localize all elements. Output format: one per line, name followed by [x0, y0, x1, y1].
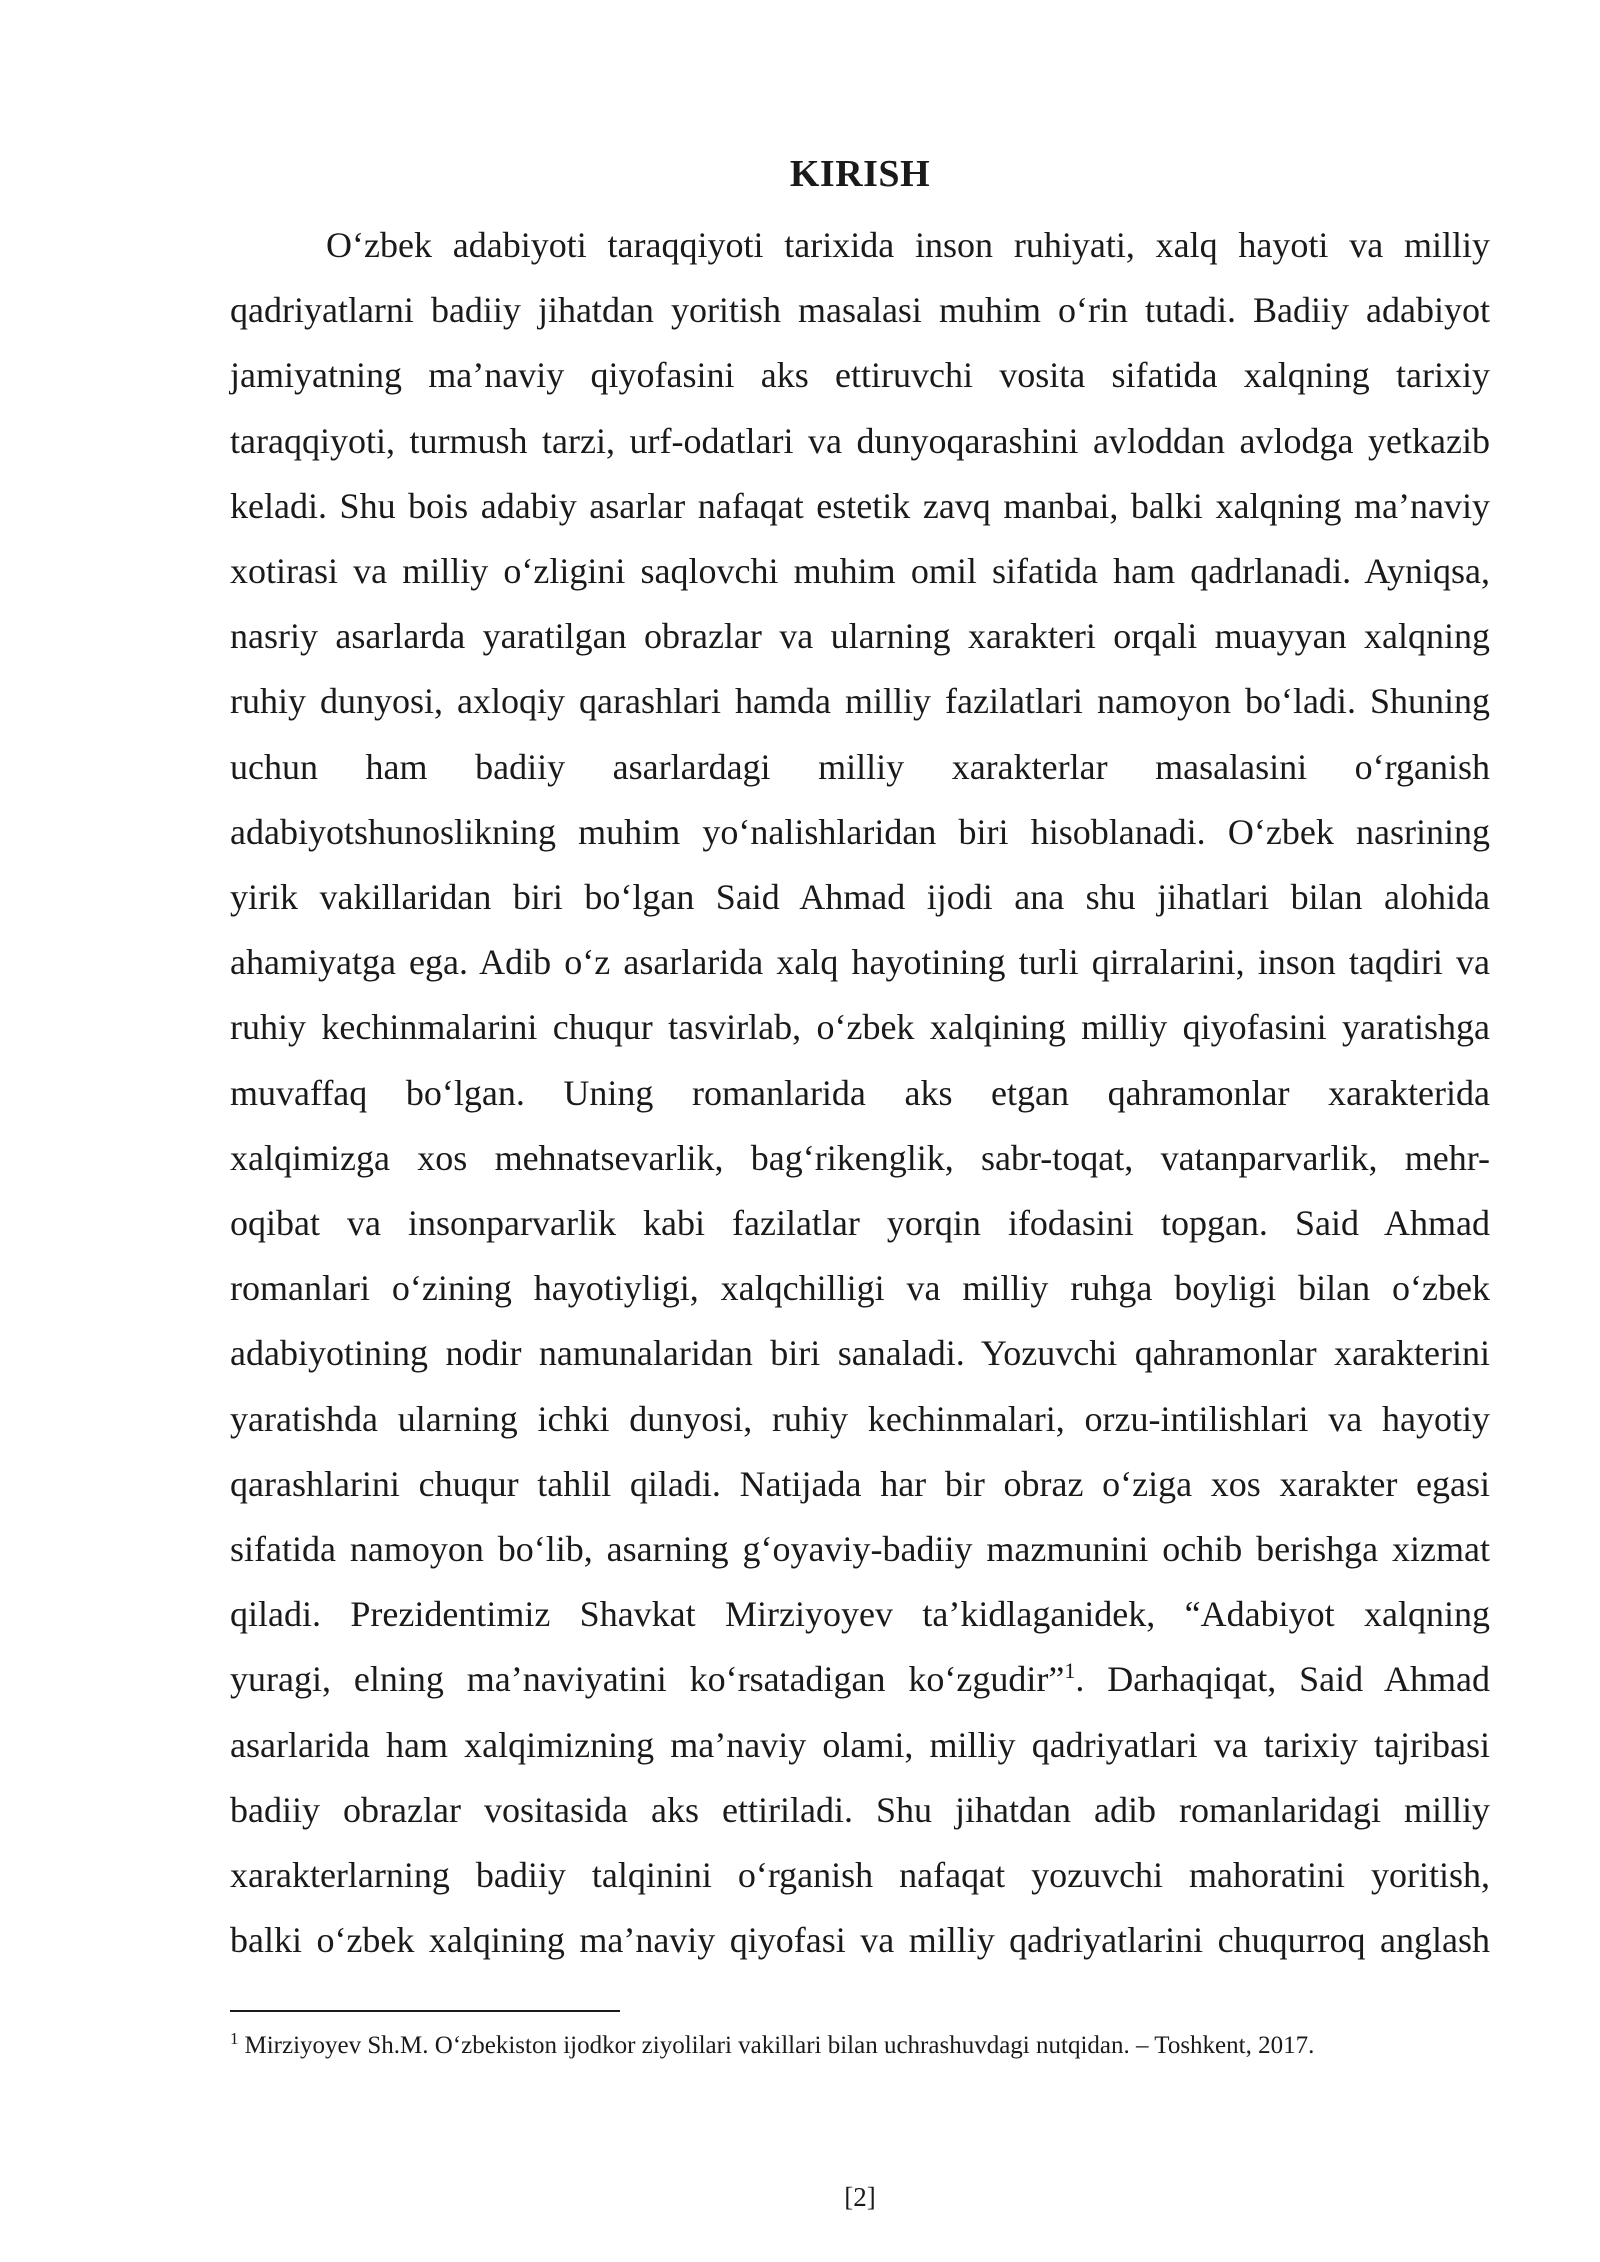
footnote-separator — [230, 2010, 620, 2012]
paragraph-line: romanlari o‘zining hayotiyligi, xalqchilligi va milliy ruhga boyligi bilan o‘zbek — [230, 1268, 1490, 1309]
paragraph-line: adabiyotshunoslikning muhim yo‘nalishlaridan biri hisoblanadi. O‘zbek nasrining — [230, 811, 1490, 852]
paragraph-line: ahamiyatga ega. Adib o‘z asarlarida xalq hayotining turli qirralarini, inson taqdiri va — [230, 942, 1490, 983]
page-number: [2] — [844, 2182, 876, 2212]
paragraph-line: adabiyotining nodir namunalaridan biri sanaladi. Yozuvchi qahramonlar xarakterini — [230, 1333, 1490, 1374]
paragraph-line: xotirasi va milliy o‘zligini saqlovchi muhim omil sifatida ham qadrlanadi. Ayniqsa, — [230, 551, 1490, 592]
paragraph-line: ruhiy dunyosi, axloqiy qarashlari hamda milliy fazilatlari namoyon bo‘ladi. Shuning — [230, 681, 1490, 722]
footnote-text: Mirziyoyev Sh.M. O‘zbekiston ijodkor ziyolilari vakillari bilan uchrashuvdagi nutqidan. – Toshkent, 2017. — [244, 2032, 1315, 2059]
line-text: yuragi, elning ma’naviyatini ko‘rsatadigan ko‘zgudir” — [230, 1659, 1065, 1700]
paragraph-line: balki o‘zbek xalqining ma’naviy qiyofasi va milliy qadriyatlarini chuqurroq anglash — [230, 1920, 1490, 1961]
paragraph-line: uchun ham badiiy asarlardagi milliy xarakterlar masalasini o‘rganish — [230, 746, 1490, 787]
paragraph-line: O‘zbek adabiyoti taraqqiyoti tarixida inson ruhiyati, xalq hayoti va milliy — [326, 225, 1490, 265]
footnote — [230, 2030, 1490, 2062]
section-heading: KIRISH — [789, 153, 931, 195]
paragraph-line: qarashlarini chuqur tahlil qiladi. Natijada har bir obraz o‘ziga xos xarakter egasi — [230, 1463, 1490, 1504]
body-paragraph — [230, 213, 1490, 1973]
paragraph-line: xarakterlarning badiiy talqinini o‘rganish nafaqat yozuvchi mahoratini yoritish, — [230, 1855, 1490, 1896]
paragraph-line: asarlarida ham xalqimizning ma’naviy olami, milliy qadriyatlari va tarixiy tajribasi — [230, 1724, 1490, 1765]
paragraph-line: jamiyatning ma’naviy qiyofasini aks ettiruvchi vosita sifatida xalqning tarixiy — [230, 355, 1490, 396]
paragraph-line: qiladi. Prezidentimiz Shavkat Mirziyoyev ta’kidlaganidek, “Adabiyot xalqning — [230, 1594, 1490, 1635]
paragraph-line: yaratishda ularning ichki dunyosi, ruhiy kechinmalari, orzu-intilishlari va hayotiy — [230, 1398, 1490, 1439]
paragraph-line: badiiy obrazlar vositasida aks ettiriladi. Shu jihatdan adib romanlaridagi milliy — [230, 1789, 1490, 1830]
paragraph-line: muvaffaq bo‘lgan. Uning romanlarida aks etgan qahramonlar xarakterida — [230, 1072, 1490, 1113]
paragraph-line: ruhiy kechinmalarini chuqur tasvirlab, o‘zbek xalqining milliy qiyofasini yaratishga — [230, 1007, 1490, 1048]
paragraph-line: xalqimizga xos mehnatsevarlik, bag‘rikenglik, sabr-toqat, vatanparvarlik, mehr- — [230, 1137, 1490, 1178]
paragraph-line: taraqqiyoti, turmush tarzi, urf-odatlari va dunyoqarashini avloddan avlodga yetkazib — [230, 420, 1490, 461]
paragraph-line: sifatida namoyon bo‘lib, asarning g‘oyaviy-badiiy mazmunini ochib berishga xizmat — [230, 1529, 1490, 1570]
line-text: . Darhaqiqat, Said Ahmad — [1075, 1659, 1491, 1700]
footnote-reference[interactable]: 1 — [1064, 1658, 1076, 1684]
paragraph-line: nasriy asarlarda yaratilgan obrazlar va ularning xarakteri orqali muayyan xalqning — [230, 616, 1490, 657]
paragraph-line: qadriyatlarni badiiy jihatdan yoritish masalasi muhim o‘rin tutadi. Badiiy adabiyot — [230, 290, 1490, 331]
paragraph-line: keladi. Shu bois adabiy asarlar nafaqat estetik zavq manbai, balki xalqning ma’naviy — [230, 485, 1490, 526]
paragraph-line: yirik vakillaridan biri bo‘lgan Said Ahmad ijodi ana shu jihatlari bilan alohida — [230, 877, 1490, 918]
paragraph-line-with-footnote — [230, 1647, 1490, 1712]
paragraph-line: oqibat va insonparvarlik kabi fazilatlar yorqin ifodasini topgan. Said Ahmad — [230, 1203, 1490, 1244]
footnote-number: 1 — [230, 2028, 239, 2048]
